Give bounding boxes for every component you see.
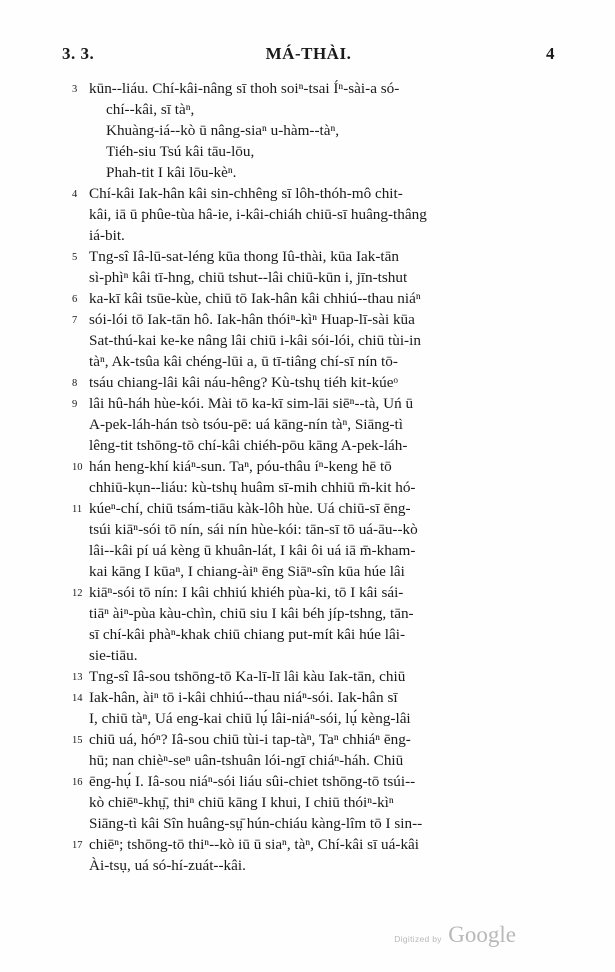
text-line xyxy=(62,183,562,204)
text-line xyxy=(62,666,562,687)
line-text: hán heng-khí kiáⁿ-sun. Taⁿ, póu-thâu íⁿ-keng hē tō xyxy=(89,458,392,475)
line-text: Sat-thú-kai ke-ke nâng lâi chiū i-kâi sói-lói, chiū tùi-in xyxy=(89,332,421,349)
verse-number: 4 xyxy=(72,189,78,200)
verse-number: 12 xyxy=(72,588,83,599)
line-text: kúeⁿ-chí, chiū tsám-tiāu kàk-lôh hùe. Uá chiū-sī ēng- xyxy=(89,500,411,517)
text-line xyxy=(62,498,562,519)
text-line xyxy=(62,267,562,288)
line-text: Tiéh-siu Tsú kâi tāu-lōu, xyxy=(106,143,255,160)
text-line xyxy=(62,309,562,330)
text-line xyxy=(62,834,562,855)
page-header xyxy=(62,44,555,70)
line-text: kò chiēⁿ-khṳ̄, thiⁿ chiū kāng I khui, I chiū thóiⁿ-kìⁿ xyxy=(89,794,394,811)
line-text: kiāⁿ-sói tō nín: I kâi chhiú khiéh pùa-ki, tō I kâi sái- xyxy=(89,584,404,601)
line-text: lâi--kâi pí uá kèng ū khuân-lát, I kâi ôi uá iā m̄-kham- xyxy=(89,542,416,559)
line-text: sī chí-kâi phàⁿ-khak chiū chiang put-mít kâi húe lâi- xyxy=(89,626,406,643)
text-line xyxy=(62,330,562,351)
line-text: A-pek-láh-hán tsò tsóu-pē: uá kāng-nín tàⁿ, Siāng-tì xyxy=(89,416,403,433)
line-text: tiāⁿ àiⁿ-pùa kàu-chìn, chiū siu I kâi béh jíp-tshng, tān- xyxy=(89,605,414,622)
watermark-caption: Digitized by xyxy=(394,934,442,944)
line-text: Iak-hân, àiⁿ tō i-kâi chhiú--thau niáⁿ-sói. Iak-hân sī xyxy=(89,689,398,706)
line-text: chhiū-kụn--liáu: kù-tshų huâm sī-mih chhiū m̄-kit hó- xyxy=(89,479,416,496)
text-line xyxy=(62,687,562,708)
text-line xyxy=(62,582,562,603)
text-line xyxy=(62,645,562,666)
text-line xyxy=(62,372,562,393)
text-line xyxy=(62,351,562,372)
text-line xyxy=(62,750,562,771)
verse-number: 5 xyxy=(72,252,78,263)
line-text: Tng-sî Iâ-lū-sat-léng kūa thong Iû-thài, kūa Iak-tān xyxy=(89,248,399,265)
text-line xyxy=(62,78,562,99)
verse-number: 16 xyxy=(72,777,83,788)
text-line xyxy=(62,435,562,456)
text-line xyxy=(62,855,562,876)
line-text: iá-bit. xyxy=(89,227,125,244)
line-text: lâi hû-háh hùe-kói. Mài tō ka-kī sim-lāi siēⁿ--tà, Uń ū xyxy=(89,395,414,412)
text-line xyxy=(62,540,562,561)
line-text: ka-kī kâi tsūe-kùe, chiū tō Iak-hân kâi chhiú--thau niáⁿ xyxy=(89,290,421,307)
line-text: sie-tiāu. xyxy=(89,647,138,664)
line-text: chí--kâi, sī tàⁿ, xyxy=(106,101,195,118)
chapter-reference: 3. 3. xyxy=(62,44,95,63)
digitized-watermark xyxy=(394,922,516,948)
text-line xyxy=(62,603,562,624)
verse-number: 11 xyxy=(72,504,83,515)
verse-number: 7 xyxy=(72,315,78,326)
scripture-text xyxy=(62,78,562,876)
line-text: chiū uá, hóⁿ? Iâ-sou chiū tùi-i tap-tàⁿ, Taⁿ chhiáⁿ ēng- xyxy=(89,731,411,748)
line-text: Khuàng-iá--kò ū nâng-siaⁿ u-hàm--tàⁿ, xyxy=(106,122,340,139)
text-line xyxy=(62,414,562,435)
line-text: sói-lói tō Iak-tān hô. Iak-hân thóiⁿ-kìⁿ Huap-lī-sài kūa xyxy=(89,311,415,328)
text-line xyxy=(62,204,562,225)
text-line xyxy=(62,477,562,498)
text-line xyxy=(62,561,562,582)
text-line xyxy=(62,729,562,750)
google-logo: Google xyxy=(448,922,516,947)
text-line xyxy=(62,225,562,246)
line-text: kūn--liáu. Chí-kâi-nâng sī thoh soiⁿ-tsai Íⁿ-sài-a só- xyxy=(89,80,400,97)
text-line xyxy=(62,708,562,729)
text-line xyxy=(62,771,562,792)
verse-number: 6 xyxy=(72,294,78,305)
verse-number: 10 xyxy=(72,462,83,473)
line-text: tsúi kiāⁿ-sói tō nín, sái nín hùe-kói: tān-sī tō uá-āu--kò xyxy=(89,521,418,538)
line-text: chiēⁿ; tshōng-tō thiⁿ--kò iū ū siaⁿ, tàⁿ, Chí-kâi sī uá-kâi xyxy=(89,836,419,853)
verse-number: 3 xyxy=(72,84,78,95)
verse-number: 8 xyxy=(72,378,78,389)
verse-number: 13 xyxy=(72,672,83,683)
verse-number: 9 xyxy=(72,399,78,410)
text-line xyxy=(62,162,562,183)
line-text: tsáu chiang-lâi kâi náu-hêng? Kù-tshų tiéh kit-kúeᵒ xyxy=(89,374,398,391)
page-number: 4 xyxy=(546,44,555,63)
line-text: ēng-hụ́ I. Iâ-sou niáⁿ-sói liáu sûi-chiet tshōng-tō tsúi-- xyxy=(89,773,416,790)
text-line xyxy=(62,792,562,813)
verse-number: 15 xyxy=(72,735,83,746)
line-text: lêng-tit tshōng-tō chí-kâi chiéh-pōu kāng A-pek-láh- xyxy=(89,437,408,454)
line-text: hū; nan chièⁿ-seⁿ uân-tshuân lói-ngī chiáⁿ-háh. Chiū xyxy=(89,752,404,769)
text-line xyxy=(62,519,562,540)
line-text: I, chiū tàⁿ, Uá eng-kai chiū lụ́ lâi-niáⁿ-sói, lụ́ kèng-lâi xyxy=(89,710,411,727)
line-text: tàⁿ, Ak-tsûa kâi chéng-lūi a, ū tī-tiâng chí-sī nín tō- xyxy=(89,353,398,370)
verse-number: 14 xyxy=(72,693,83,704)
text-line xyxy=(62,624,562,645)
text-line xyxy=(62,456,562,477)
line-text: Chí-kâi Iak-hân kâi sin-chhêng sī lôh-thóh-mô chit- xyxy=(89,185,403,202)
line-text: Ài-tsụ, uá só-hí-zuát--kâi. xyxy=(89,857,246,874)
text-line xyxy=(62,120,562,141)
text-line xyxy=(62,141,562,162)
verse-number: 17 xyxy=(72,840,83,851)
line-text: kâi, iā ū phûe-tùa hâ-ie, i-kâi-chiáh chiū-sī huâng-thâng xyxy=(89,206,427,223)
line-text: Siāng-tì kâi Sîn huâng-sṳ̄ hún-chiáu kàng-lîm tō I sin-- xyxy=(89,815,423,832)
line-text: Tng-sî Iâ-sou tshōng-tō Ka-lī-lī lâi kàu Iak-tān, chiū xyxy=(89,668,406,685)
text-line xyxy=(62,246,562,267)
text-line xyxy=(62,393,562,414)
text-line xyxy=(62,813,562,834)
line-text: Phah-tit I kâi lōu-kèⁿ. xyxy=(106,164,237,181)
line-text: sì-phìⁿ kâi tī-hng, chiū tshut--lâi chiū-kūn i, jīn-tshut xyxy=(89,269,408,286)
text-line xyxy=(62,288,562,309)
text-line xyxy=(62,99,562,120)
page-title: MÁ-THÀI. xyxy=(265,44,352,63)
line-text: kai kāng I kūaⁿ, I chiang-àiⁿ ēng Siāⁿ-sîn kūa húe lâi xyxy=(89,563,405,580)
